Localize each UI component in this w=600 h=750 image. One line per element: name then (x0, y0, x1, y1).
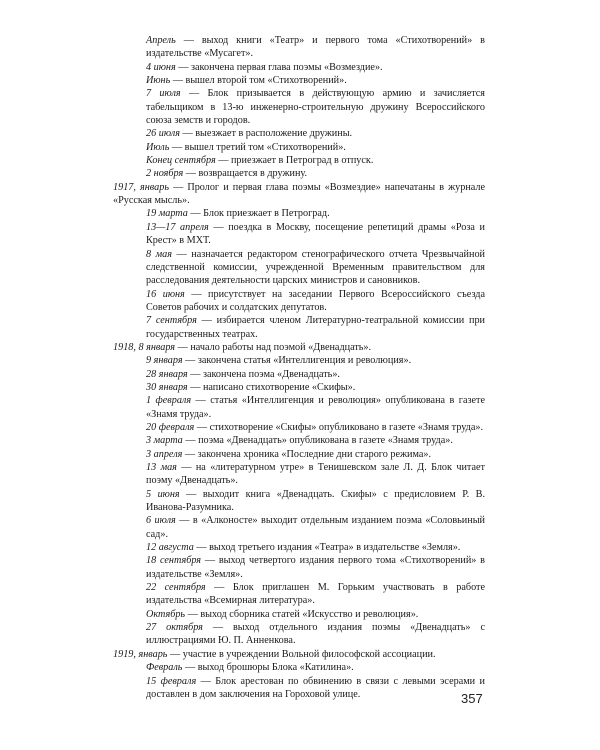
chronology-entry (113, 368, 485, 381)
chronology-entry (113, 34, 485, 61)
entry-text: — присутствует на заседании Первого Всероссийского съезда Советов рабочих и солдатских депутатов. (146, 288, 485, 313)
entry-text: — выход сборника статей «Искусство и революция». (185, 608, 419, 620)
entry-date: 9 января (146, 355, 183, 367)
entry-text: — участие в учреждении Вольной философской ассоциации. (167, 648, 436, 660)
chronology-entry (113, 621, 485, 648)
chronology-entry (113, 288, 485, 315)
entry-date: 1917, январь (113, 181, 169, 193)
chronology-entry (113, 314, 485, 341)
entry-text: — избирается членом Литературно-театральной комиссии при государственных театрах. (146, 315, 486, 340)
entry-text: — стихотворение «Скифы» опубликовано в газете «Знамя труда». (194, 421, 483, 433)
entry-date: Июль (146, 141, 170, 153)
chronology-entry (113, 661, 485, 674)
entry-date: 19 марта (146, 208, 188, 220)
entry-text: — приезжает в Петроград в отпуск. (215, 155, 374, 167)
entry-text: — поэма «Двенадцать» опубликована в газете «Знамя труда». (182, 435, 453, 447)
entry-text: — закончена первая глава поэмы «Возмездие». (175, 61, 383, 73)
entry-text: — закончена статья «Интеллигенция и революция». (182, 355, 412, 367)
entry-date: 22 сентября (146, 582, 206, 594)
entry-text: — статья «Интеллигенция и революция» опубликована в газете «Знамя труда». (146, 395, 485, 420)
entry-text: — выход книги «Театр» и первого тома «Стихотворений» в издательстве «Мусагет». (146, 35, 485, 60)
entry-date: 2 ноября (146, 168, 184, 180)
chronology-entry (113, 248, 485, 288)
chronology-entry (113, 675, 485, 702)
entry-text: — Блок арестован по обвинению в связи с левыми эсерами и доставлен в дом заключения на Гороховой улице. (146, 675, 486, 700)
chronology-entry (113, 167, 485, 180)
entry-date: 13 мая (146, 462, 177, 473)
chronology-entry (113, 141, 485, 154)
entry-text: — назначается редактором стенографического отчета Чрезвычайной следственной комиссии, учрежденной Временным правительством для расследования деятельности царских министров и сановников. (146, 248, 485, 287)
entry-date: Конец сентября (146, 155, 216, 167)
entry-text: — выходит книга «Двенадцать. Скифы» с предисловием Р. В. Иванова-Разумника. (146, 488, 485, 514)
entry-date: 1 февраля (146, 395, 192, 407)
entry-date: 7 июля (146, 88, 181, 100)
entry-text: — Блок призывается в действующую армию и зачисляется табельщиком в 13-ю инженерно-строительную дружину Всероссийского союза земств и городов. (146, 88, 485, 127)
entry-date: 7 сентября (146, 315, 197, 327)
entry-text: — написано стихотворение «Скифы». (187, 381, 356, 393)
entry-date: Октябрь (146, 608, 186, 620)
chronology-entry (113, 127, 485, 140)
entry-text: — поездка в Москву, посещение репетиций драмы «Роза и Крест» в МХТ. (146, 221, 485, 247)
chronology-list (113, 34, 485, 701)
entry-date: 30 января (146, 381, 188, 393)
entry-date: 3 апреля (146, 448, 183, 460)
chronology-entry (113, 541, 485, 554)
chronology-entry (113, 207, 485, 220)
chronology-entry (113, 394, 485, 421)
entry-date: 1918, 8 января (113, 341, 176, 353)
page-number: 357 (461, 691, 483, 706)
chronology-entry (113, 608, 485, 621)
chronology-entry (113, 461, 485, 488)
entry-text: — в «Алконосте» выходит отдельным изданием поэма «Соловьиный сад». (146, 515, 485, 540)
chronology-entry (113, 448, 485, 461)
chronology-entry (113, 488, 485, 515)
entry-text: — на «литературном утре» в Тенишевском зале Л. Д. Блок читает поэму «Двенадцать». (146, 462, 485, 487)
entry-text: — выход отдельного издания поэмы «Двенадцать» с иллюстрациями Ю. П. Анненкова. (146, 622, 485, 647)
entry-date: 5 июня (146, 488, 180, 500)
entry-date: 28 января (146, 368, 188, 380)
chronology-entry (113, 74, 485, 87)
entry-text: — начало работы над поэмой «Двенадцать». (175, 341, 372, 353)
entry-date: 13—17 апреля (146, 221, 209, 233)
entry-text: — вышел третий том «Стихотворений». (169, 141, 346, 153)
entry-date: 16 июня (146, 288, 185, 300)
chronology-entry (113, 221, 485, 248)
entry-date: 26 июля (146, 128, 180, 140)
chronology-entry (113, 648, 485, 661)
entry-text: — закончена поэма «Двенадцать». (187, 368, 340, 380)
entry-date: 6 июля (146, 515, 176, 527)
entry-date: Февраль (146, 662, 183, 674)
entry-text: — закончена хроника «Последние дни старого режима». (182, 448, 431, 460)
entry-date: 20 февраля (146, 421, 195, 433)
entry-text: — возвращается в дружину. (183, 168, 308, 180)
entry-date: 27 октября (146, 622, 203, 634)
entry-text: — выезжает в расположение дружины. (179, 128, 353, 140)
chronology-entry (113, 341, 485, 354)
chronology-entry (113, 514, 485, 541)
chronology-entry (113, 154, 485, 167)
chronology-entry (113, 61, 485, 74)
entry-date: 4 июня (146, 61, 176, 73)
entry-date: 12 августа (146, 542, 194, 554)
entry-date: 3 марта (146, 435, 183, 447)
entry-text: — вышел второй том «Стихотворений». (170, 75, 347, 87)
entry-date: 18 сентября (146, 555, 202, 567)
entry-date: Апрель (146, 35, 176, 46)
chronology-entry (113, 554, 485, 581)
entry-date: 8 мая (146, 248, 172, 260)
entry-text: — выход брошюры Блока «Катилина». (182, 662, 354, 674)
chronology-entry (113, 581, 485, 608)
chronology-entry (113, 87, 485, 127)
entry-text: — Пролог и первая глава поэмы «Возмездие» напечатаны в журнале «Русская мысль». (113, 181, 486, 207)
entry-text: — Блок приглашен М. Горьким участвовать в работе издательства «Всемирная литература». (146, 582, 486, 607)
entry-date: 1919, январь (113, 648, 168, 660)
entry-text: — выход четвертого издания первого тома «Стихотворений» в издательстве «Земля». (146, 555, 485, 580)
entry-date: 15 февраля (146, 675, 197, 687)
chronology-entry (113, 381, 485, 394)
chronology-entry (113, 421, 485, 434)
entry-date: Июнь (146, 75, 171, 87)
chronology-entry (113, 434, 485, 447)
chronology-entry (113, 354, 485, 367)
entry-text: — Блок приезжает в Петроград. (187, 208, 330, 220)
entry-text: — выход третьего издания «Театра» в издательстве «Земля». (193, 542, 461, 554)
chronology-entry (113, 181, 485, 208)
